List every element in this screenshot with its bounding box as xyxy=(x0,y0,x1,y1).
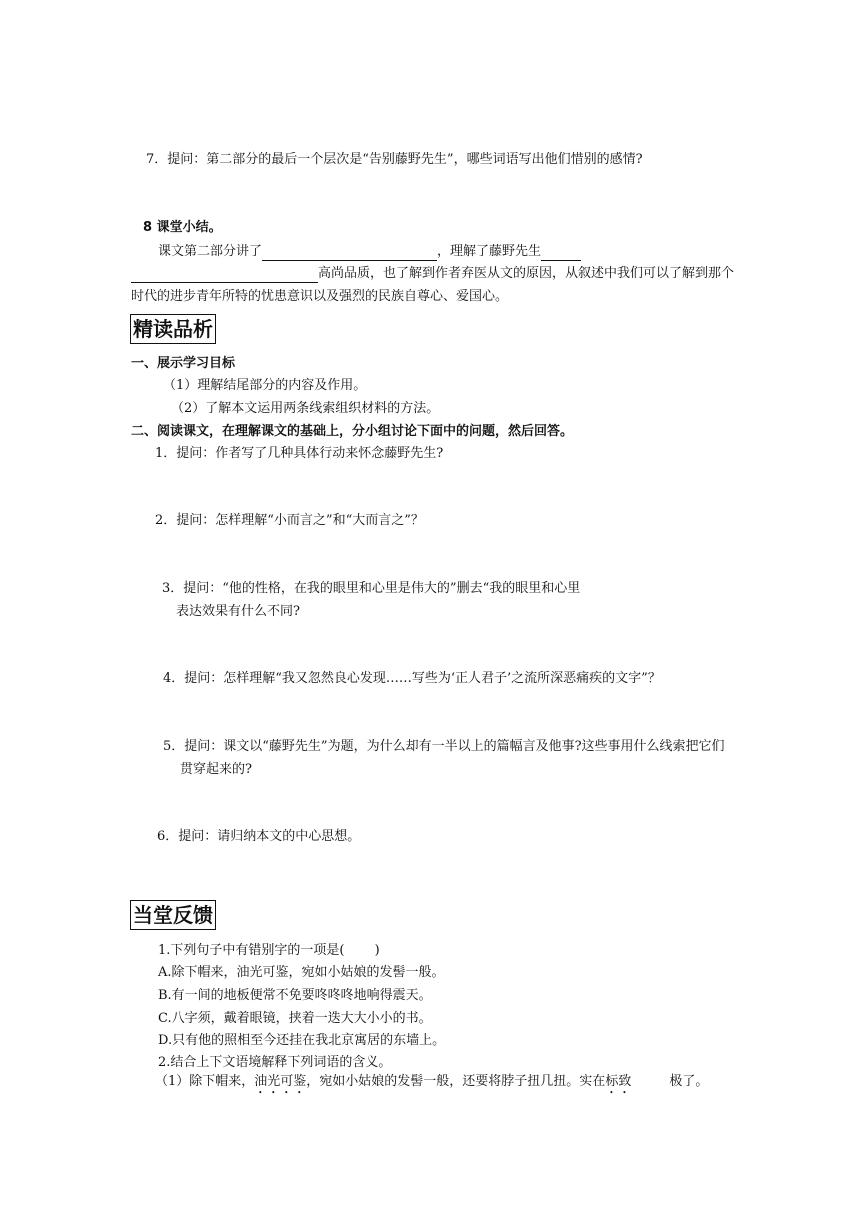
question-5-line-1: 5．提问：课文以“藤野先生”为题，为什么却有一半以上的篇幅言及他事?这些事用什么线索把它们 xyxy=(163,739,725,754)
option-a: A.除下帽来，油光可鉴，宛如小姑娘的发髻一般。 xyxy=(158,965,445,980)
exercise-2-item-1-text-a: （1）除下帽来， xyxy=(155,1074,255,1089)
goal-1: （1）理解结尾部分的内容及作用。 xyxy=(163,378,367,393)
summary-line-2-text: 高尚品质，也了解到作者弃医从文的原因，从叙述中我们可以了解到那个 xyxy=(318,266,735,281)
section-heading-fankui: 当堂反馈 xyxy=(130,900,216,930)
question-1: 1．提问：作者写了几种具体行动来怀念藤野先生? xyxy=(155,446,444,461)
summary-blank-3[interactable] xyxy=(131,268,318,283)
exercise-1: 1.下列句子中有错别字的一项是( ) xyxy=(158,943,380,958)
question-3-line-1: 3．提问：“他的性格，在我的眼里和心里是伟大的”删去“我的眼里和心里 xyxy=(162,581,581,596)
option-b: B.有一间的地板便常不免要咚咚咚地响得震天。 xyxy=(158,988,432,1003)
summary-title: 8 课堂小结。 xyxy=(143,220,222,235)
option-c: C.八字须，戴着眼镜，挟着一迭大大小小的书。 xyxy=(158,1011,432,1026)
exercise-2-item-1-text-c: ，宛如小姑娘的发髻一般，还要将脖子扭几扭。实在 xyxy=(306,1074,606,1089)
summary-blank-2[interactable] xyxy=(541,246,581,261)
question-3-line-2: 表达效果有什么不同? xyxy=(176,604,300,619)
summary-line-3: 时代的进步青年所特的忧患意识以及强烈的民族自尊心、爱国心。 xyxy=(131,289,509,304)
task-title: 二、阅读课文，在理解课文的基础上，分小组讨论下面中的问题，然后回答。 xyxy=(131,424,574,439)
question-5-line-2: 贯穿起来的? xyxy=(180,762,252,777)
option-d: D.只有他的照相至今还挂在我北京寓居的东墙上。 xyxy=(158,1033,446,1048)
term-youguangkejian: 油光可鉴 xyxy=(254,1074,307,1089)
goal-title: 一、展示学习目标 xyxy=(131,356,236,371)
section-heading-jingdu: 精读品析 xyxy=(130,314,216,344)
question-6: 6．提问：请归纳本文的中心思想。 xyxy=(157,829,361,844)
summary-line-1-text-a: 课文第二部分讲了 xyxy=(158,244,263,259)
goal-2: （2）了解本文运用两条线索组织材料的方法。 xyxy=(171,401,440,416)
question-4: 4．提问：怎样理解“我又忽然良心发现……写些为‘正人君子’之流所深恶痛疾的文字”？ xyxy=(163,671,661,686)
term-biaozhi: 标致 xyxy=(605,1074,632,1089)
summary-line-1 xyxy=(158,243,581,261)
summary-line-2 xyxy=(131,265,734,283)
question-2: 2．提问：怎样理解“小而言之”和“大而言之”？ xyxy=(155,513,424,528)
exercise-2-item-1-text-e: 极了。 xyxy=(669,1074,709,1089)
summary-line-1-text-b: ，理解了藤野先生 xyxy=(437,244,542,259)
exercise-2: 2.结合上下文语境解释下列词语的含义。 xyxy=(158,1055,392,1070)
exercise-2-item-1 xyxy=(155,1073,708,1097)
summary-blank-1[interactable] xyxy=(262,246,437,261)
question-7: 7．提问：第二部分的最后一个层次是“告别藤野先生”，哪些词语写出他们惜别的感情? xyxy=(146,152,643,167)
